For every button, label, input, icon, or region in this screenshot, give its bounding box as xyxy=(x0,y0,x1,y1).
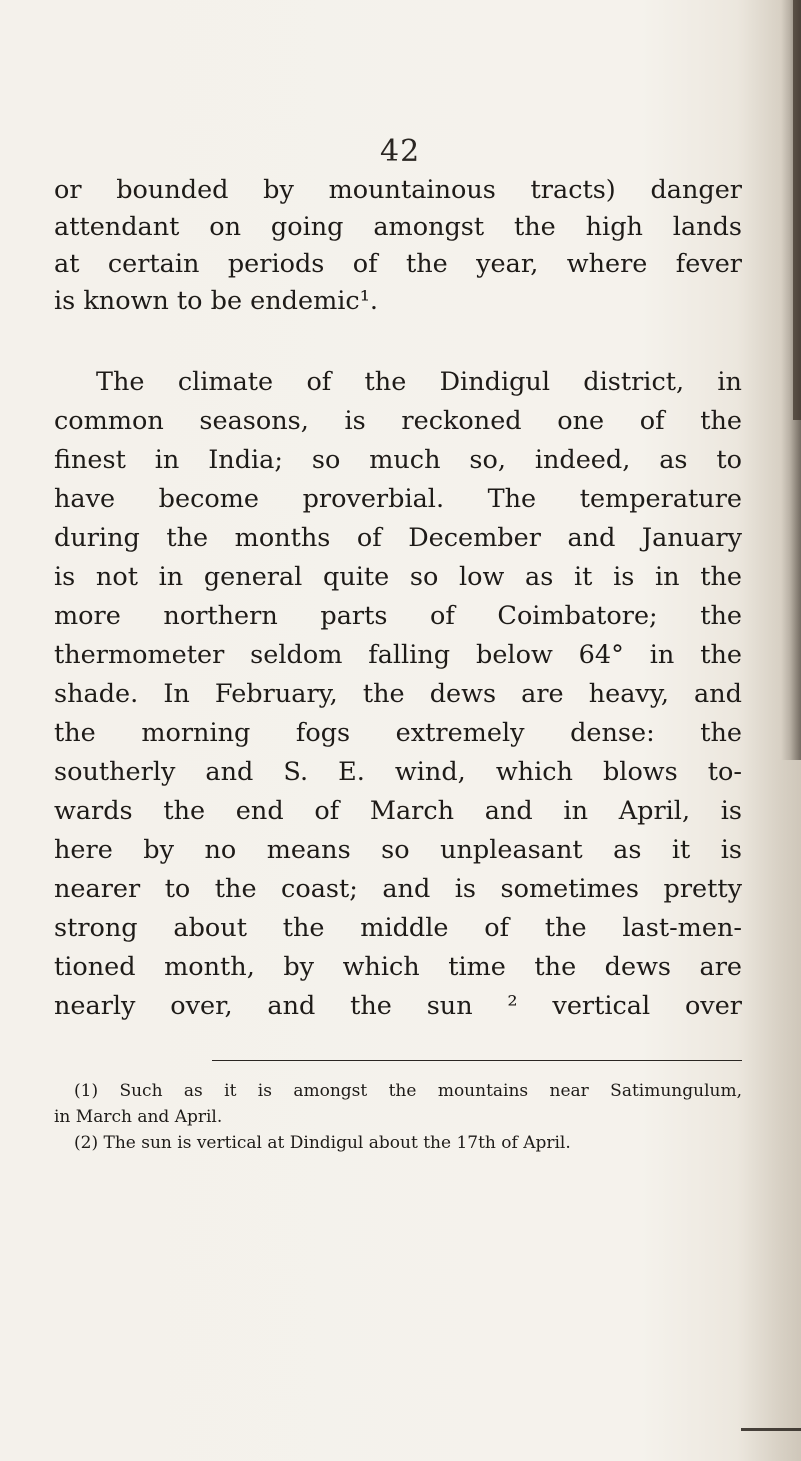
text-line: during the months of December and January xyxy=(54,523,742,553)
footnote-line: in March and April. xyxy=(54,1107,223,1127)
text-line: more northern parts of Coimbatore; the xyxy=(54,601,742,631)
text-line: or bounded by mountainous tracts) danger xyxy=(54,175,742,205)
text-line: is not in general quite so low as it is in the xyxy=(54,562,742,592)
text-line: The climate of the Dindigul district, in xyxy=(96,367,742,397)
text-line: at certain periods of the year, where fever xyxy=(54,249,742,279)
page-number: 42 xyxy=(380,134,421,169)
text-line: have become proverbial. The temperature xyxy=(54,484,742,514)
text-line: finest in India; so much so, indeed, as to xyxy=(54,445,742,475)
text-line: the morning fogs extremely dense: the xyxy=(54,718,742,748)
text-line: thermometer seldom falling below 64° in the xyxy=(54,640,742,670)
page-corner-mark xyxy=(741,1428,801,1431)
text-line: shade. In February, the dews are heavy, and xyxy=(54,679,742,709)
text-line: strong about the middle of the last-men- xyxy=(54,913,742,943)
footnote-line: (1) Such as it is amongst the mountains near Satimungulum, xyxy=(74,1081,742,1101)
text-line: nearer to the coast; and is sometimes pretty xyxy=(54,874,742,904)
text-line: wards the end of March and in April, is xyxy=(54,796,742,826)
text-line: attendant on going amongst the high lands xyxy=(54,212,742,242)
binding-edge xyxy=(793,0,801,420)
text-line: is known to be endemic¹. xyxy=(54,286,379,316)
text-line: nearly over, and the sun ² vertical over xyxy=(54,991,742,1021)
text-line: here by no means so unpleasant as it is xyxy=(54,835,742,865)
text-line: southerly and S. E. wind, which blows to- xyxy=(54,757,742,787)
text-line: tioned month, by which time the dews are xyxy=(54,952,742,982)
text-line: common seasons, is reckoned one of the xyxy=(54,406,742,436)
footnote-rule xyxy=(212,1060,742,1061)
footnote-line: (2) The sun is vertical at Dindigul about the 17th of April. xyxy=(74,1133,571,1153)
